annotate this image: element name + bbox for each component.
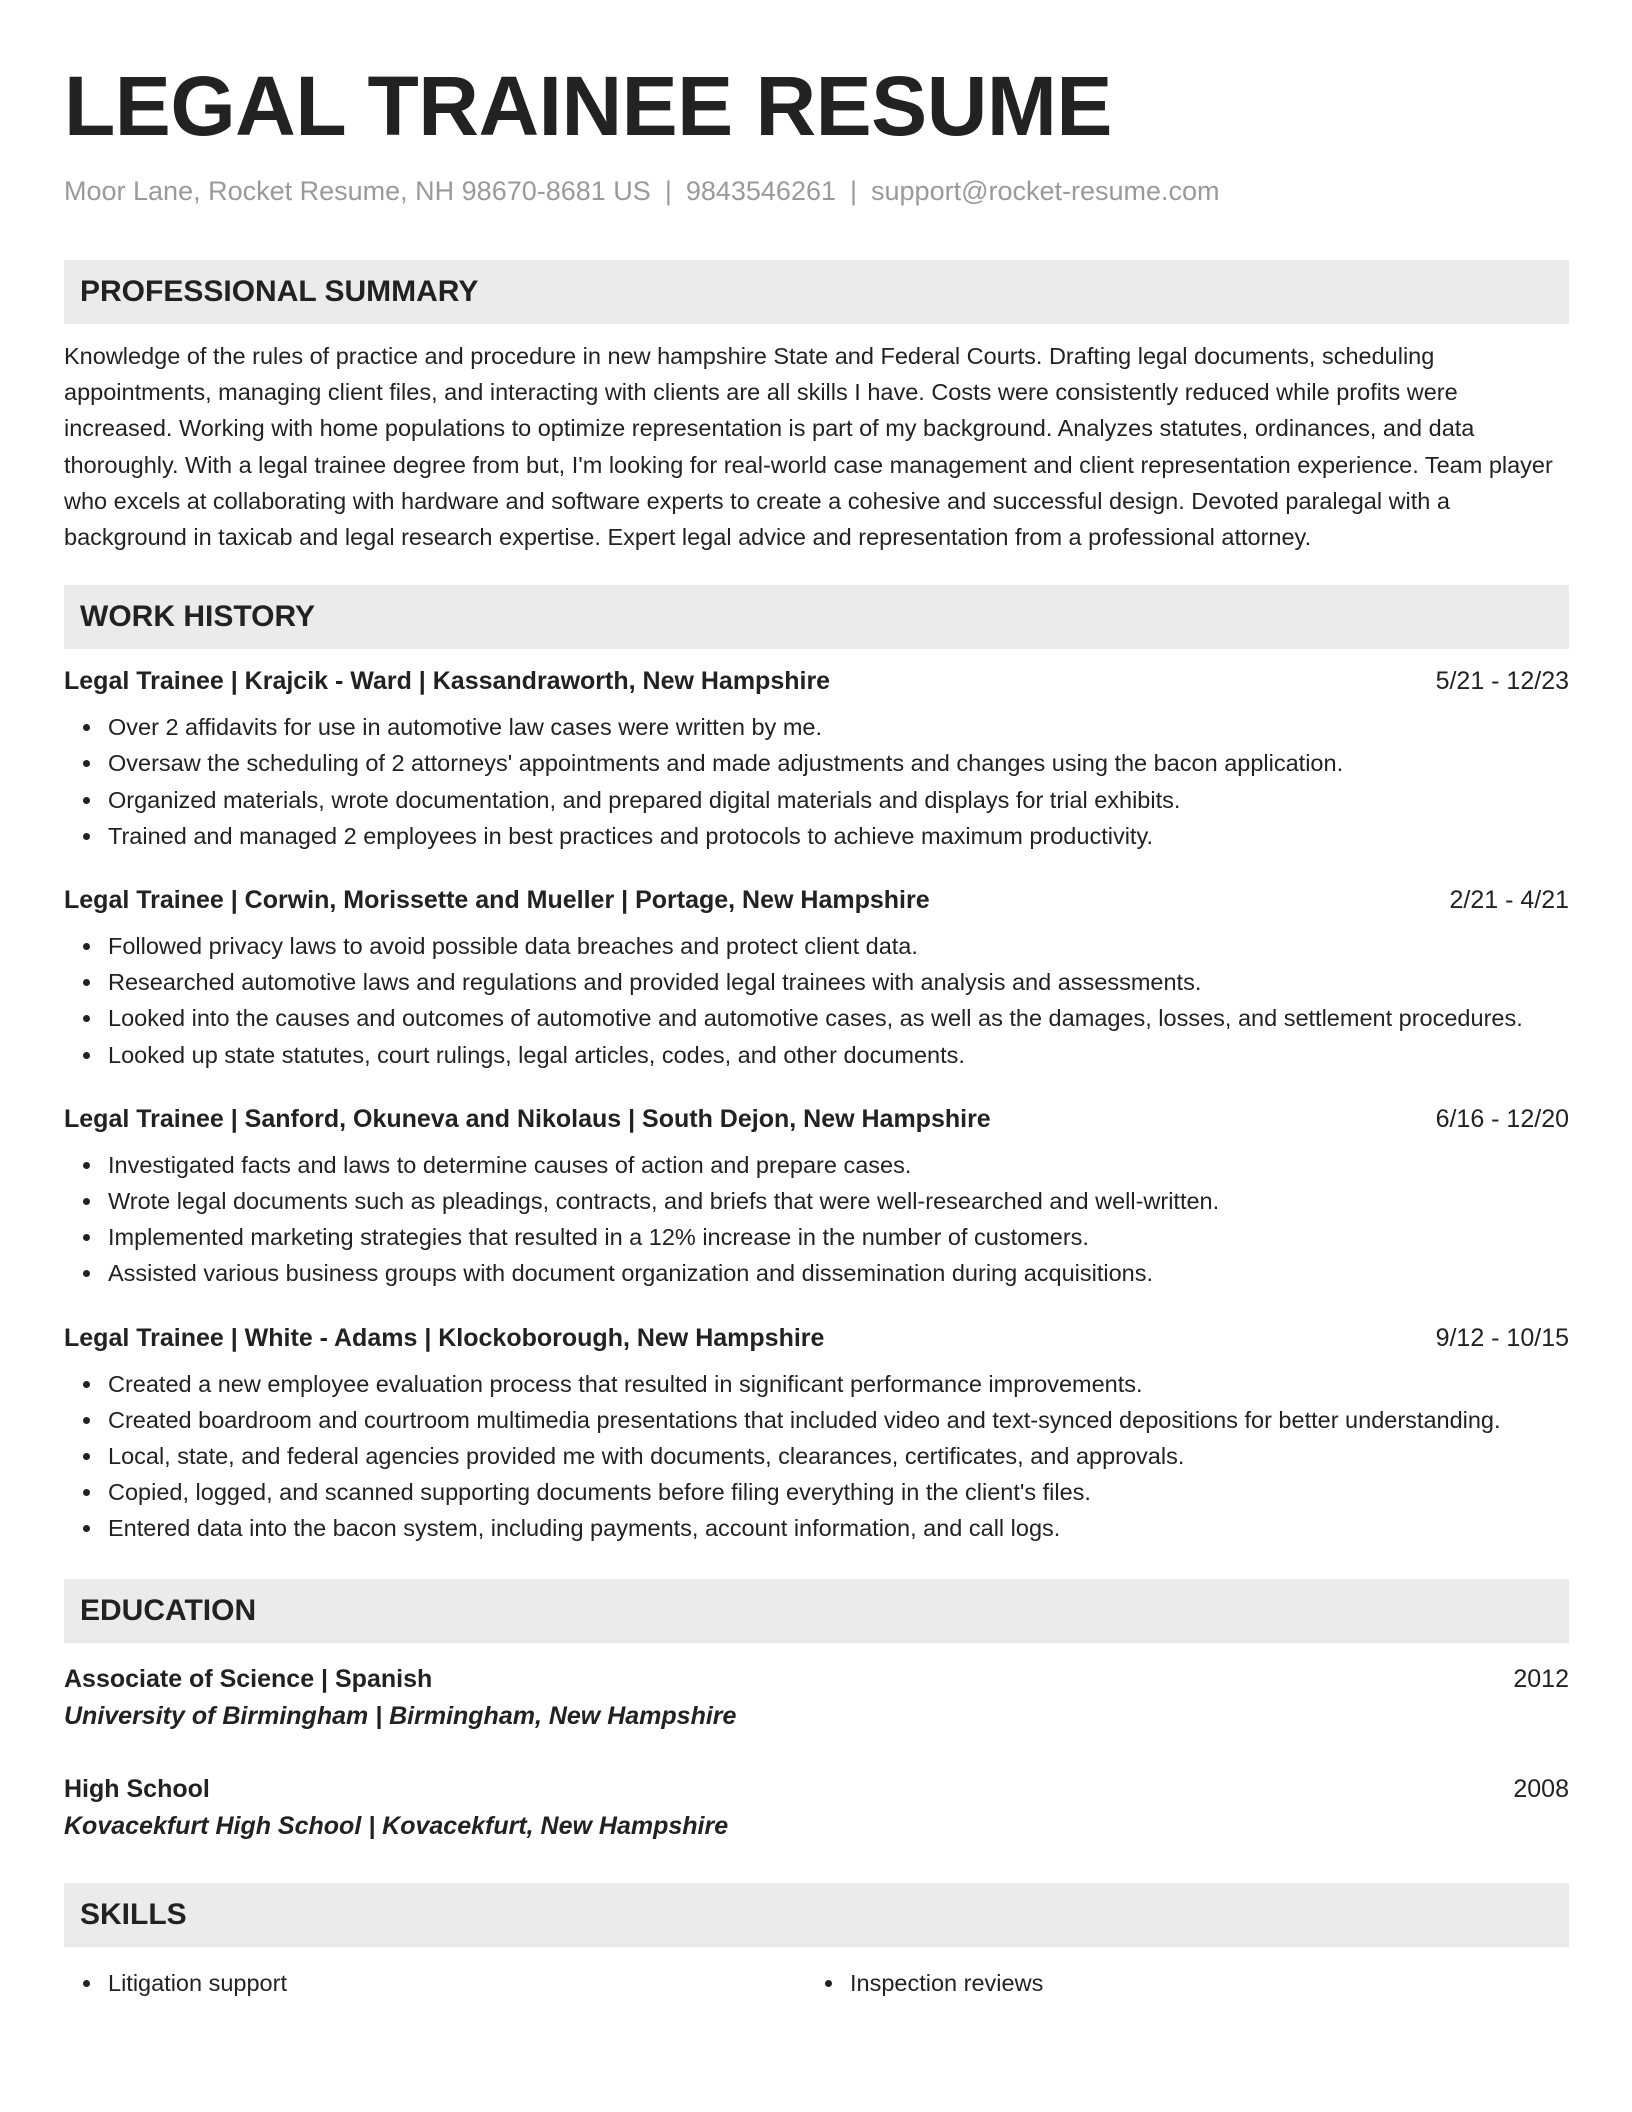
contact-address: Moor Lane, Rocket Resume, NH 98670-8681 US bbox=[64, 176, 651, 206]
job-title: Legal Trainee | Krajcik - Ward | Kassandraworth, New Hampshire bbox=[64, 667, 831, 696]
job-header bbox=[64, 882, 1569, 918]
job-title: Legal Trainee | Corwin, Morissette and Mueller | Portage, New Hampshire bbox=[64, 886, 930, 915]
job-title: Legal Trainee | Sanford, Okuneva and Nikolaus | South Dejon, New Hampshire bbox=[64, 1104, 991, 1133]
education-entry bbox=[64, 1661, 1569, 1735]
bullet-item: Looked up state statutes, court rulings, legal articles, codes, and other documents. bbox=[108, 1037, 1569, 1073]
resume-title: LEGAL TRAINEE RESUME bbox=[64, 59, 1112, 153]
education-year: 2008 bbox=[1513, 1774, 1569, 1803]
bullet-item: Local, state, and federal agencies provided me with documents, clearances, certificates, and approvals. bbox=[108, 1438, 1569, 1474]
job-header bbox=[64, 1320, 1569, 1356]
skill-item: Litigation support bbox=[108, 1965, 806, 2001]
bullet-item: Organized materials, wrote documentation, and prepared digital materials and displays for trial exhibits. bbox=[108, 782, 1569, 818]
section-header-work-history: WORK HISTORY bbox=[64, 585, 1569, 649]
job-entry bbox=[64, 1320, 1569, 1547]
job-bullets bbox=[64, 709, 1569, 854]
bullet-item: Looked into the causes and outcomes of automotive and automotive cases, as well as the damages, losses, and settlement procedures. bbox=[108, 1000, 1569, 1036]
bullet-item: Followed privacy laws to avoid possible data breaches and protect client data. bbox=[108, 928, 1569, 964]
skills-column-left bbox=[64, 1965, 806, 2001]
bullet-item: Wrote legal documents such as pleadings, contracts, and briefs that were well-researched and well-written. bbox=[108, 1183, 1569, 1219]
section-header-skills: SKILLS bbox=[64, 1883, 1569, 1947]
section-header-summary: PROFESSIONAL SUMMARY bbox=[64, 260, 1569, 324]
education-degree: High School bbox=[64, 1774, 210, 1803]
bullet-item: Over 2 affidavits for use in automotive law cases were written by me. bbox=[108, 709, 1569, 745]
job-entry bbox=[64, 882, 1569, 1073]
contact-separator: | bbox=[850, 176, 858, 206]
job-dates: 2/21 - 4/21 bbox=[1449, 886, 1569, 915]
summary-text: Knowledge of the rules of practice and procedure in new hampshire State and Federal Courts. Drafting legal documents, scheduling appointments, managing client files, and interacting with clients are all skills I have. Costs were consistently reduced while profits were increased. Working with home populations to optimize representation is part of my background. Analyzes statutes, ordinances, and data thoroughly. With a legal trainee degree from but, I'm looking for real-world case management and client representation experience. Team player who excels at collaborating with hardware and software experts to create a cohesive and successful design. Devoted paralegal with a background in taxicab and legal research expertise. Expert legal advice and representation from a professional attorney. bbox=[64, 343, 1553, 551]
bullet-item: Oversaw the scheduling of 2 attorneys' appointments and made adjustments and changes using the bacon application. bbox=[108, 745, 1569, 781]
job-header bbox=[64, 663, 1569, 699]
bullet-item: Created boardroom and courtroom multimedia presentations that included video and text-synced depositions for better understanding. bbox=[108, 1402, 1569, 1438]
education-year: 2012 bbox=[1513, 1664, 1569, 1693]
education-entry bbox=[64, 1771, 1569, 1845]
bullet-item: Researched automotive laws and regulations and provided legal trainees with analysis and assessments. bbox=[108, 964, 1569, 1000]
skills-grid bbox=[64, 1965, 1569, 2001]
contact-line bbox=[64, 174, 1569, 208]
job-dates: 9/12 - 10/15 bbox=[1435, 1323, 1569, 1352]
skills-column-right bbox=[806, 1965, 1569, 2001]
education-header bbox=[64, 1771, 1569, 1807]
section-header-education: EDUCATION bbox=[64, 1579, 1569, 1643]
contact-phone: 9843546261 bbox=[685, 176, 836, 206]
job-header bbox=[64, 1101, 1569, 1137]
education-school: Kovacekfurt High School | Kovacekfurt, New Hampshire bbox=[64, 1811, 729, 1840]
bullet-item: Trained and managed 2 employees in best practices and protocols to achieve maximum productivity. bbox=[108, 818, 1569, 854]
education-header bbox=[64, 1661, 1569, 1697]
bullet-item: Assisted various business groups with document organization and dissemination during acquisitions. bbox=[108, 1255, 1569, 1291]
job-entry bbox=[64, 1101, 1569, 1292]
bullet-item: Created a new employee evaluation process that resulted in significant performance improvements. bbox=[108, 1366, 1569, 1402]
job-bullets bbox=[64, 1366, 1569, 1547]
job-dates: 5/21 - 12/23 bbox=[1435, 667, 1569, 696]
bullet-item: Implemented marketing strategies that resulted in a 12% increase in the number of customers. bbox=[108, 1219, 1569, 1255]
job-bullets bbox=[64, 1147, 1569, 1292]
education-school: University of Birmingham | Birmingham, New Hampshire bbox=[64, 1701, 737, 1730]
contact-separator: | bbox=[664, 176, 672, 206]
job-dates: 6/16 - 12/20 bbox=[1435, 1104, 1569, 1133]
job-bullets bbox=[64, 928, 1569, 1073]
skill-item: Inspection reviews bbox=[850, 1965, 1569, 2001]
job-title: Legal Trainee | White - Adams | Klockoborough, New Hampshire bbox=[64, 1323, 825, 1352]
job-entry bbox=[64, 663, 1569, 854]
bullet-item: Investigated facts and laws to determine causes of action and prepare cases. bbox=[108, 1147, 1569, 1183]
education-degree: Associate of Science | Spanish bbox=[64, 1664, 433, 1693]
contact-email: support@rocket-resume.com bbox=[871, 176, 1220, 206]
bullet-item: Copied, logged, and scanned supporting documents before filing everything in the client's files. bbox=[108, 1474, 1569, 1510]
bullet-item: Entered data into the bacon system, including payments, account information, and call logs. bbox=[108, 1510, 1569, 1546]
